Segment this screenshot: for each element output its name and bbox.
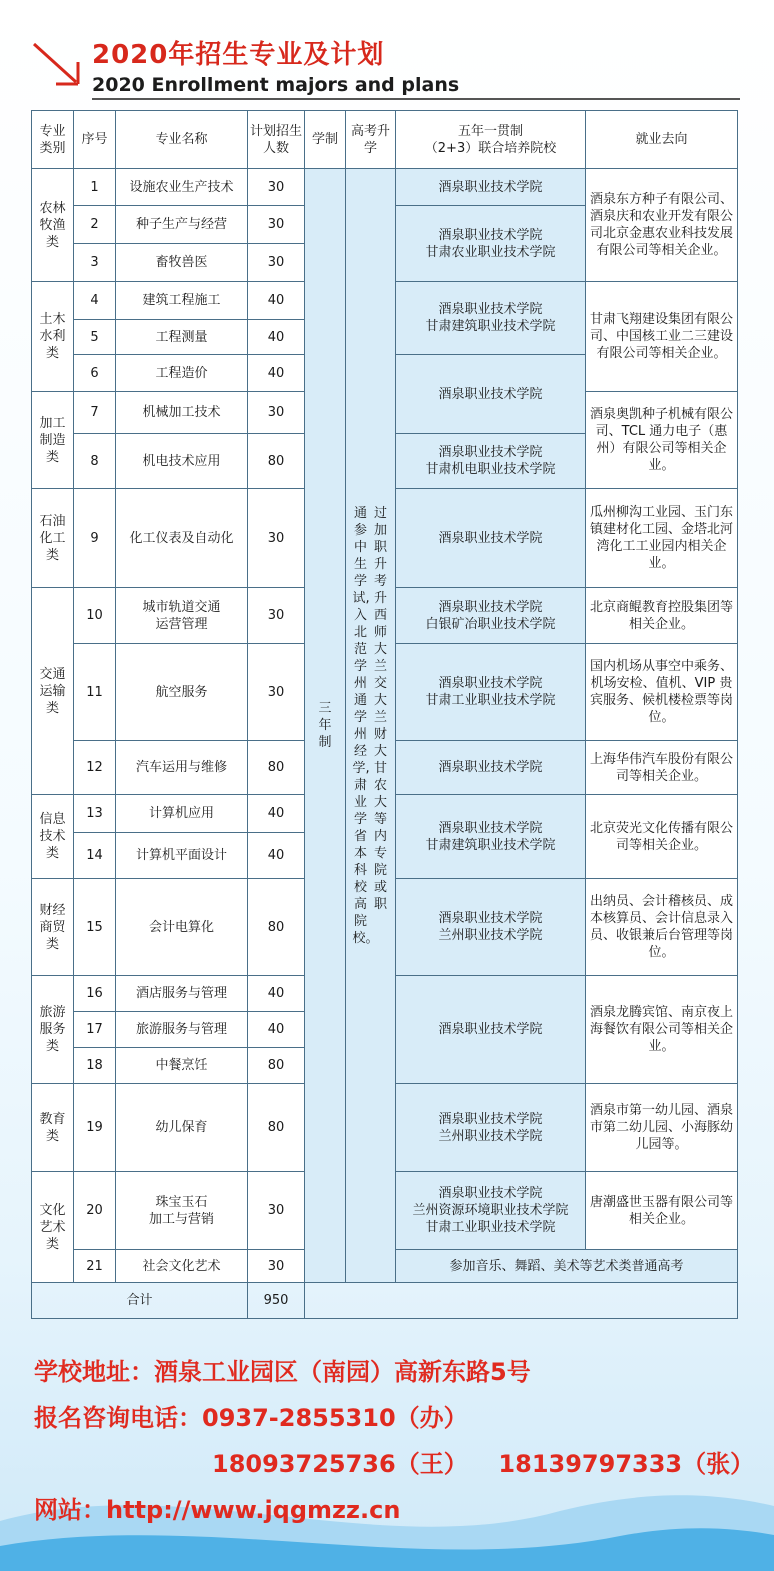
address-value: 酒泉工业园区（南园）高新东路5号 xyxy=(154,1358,531,1386)
jobs-cell: 出纳员、会计稽核员、成本核算员、会计信息录入员、收银兼后台管理等岗位。 xyxy=(586,879,738,976)
page-title: 2020年招生专业及计划 xyxy=(92,40,385,70)
quota-cell: 30 xyxy=(248,206,305,244)
category-cell: 文化艺术类 xyxy=(32,1172,74,1283)
major-line: 运营管理 xyxy=(155,616,208,632)
website-label: 网站： xyxy=(34,1496,106,1524)
quota-cell: 30 xyxy=(248,644,305,741)
seq-cell: 9 xyxy=(74,489,116,588)
school-cell: 酒泉职业技术学院 xyxy=(396,741,586,795)
school-cell xyxy=(396,588,586,644)
seq-cell: 1 xyxy=(74,169,116,206)
quota-cell: 40 xyxy=(248,976,305,1012)
phone-line xyxy=(34,1398,468,1433)
jobs-cell: 瓜州柳沟工业园、玉门东镇建材化工园、金塔北河湾化工工业园内相关企业。 xyxy=(586,489,738,588)
seq-cell: 11 xyxy=(74,644,116,741)
total-label: 合计 xyxy=(32,1283,248,1319)
gaokao-text-left: 通参中生学试,入北范学州通学州经学,肃业学省本科校高院校。 xyxy=(352,505,379,946)
category-cell: 加工制造类 xyxy=(32,392,74,489)
major-cell: 幼儿保育 xyxy=(116,1084,248,1172)
school-line: 酒泉职业技术学院 xyxy=(438,227,543,243)
major-line: 城市轨道交通 xyxy=(142,599,221,615)
major-cell: 社会文化艺术 xyxy=(116,1250,248,1283)
seq-cell: 19 xyxy=(74,1084,116,1172)
category-cell: 旅游服务类 xyxy=(32,976,74,1084)
major-cell: 会计电算化 xyxy=(116,879,248,976)
table-header-row xyxy=(32,111,738,169)
jobs-cell: 酒泉东方种子有限公司、酒泉庆和农业开发有限公司北京金惠农业科技发展有限公司等相关企业。 xyxy=(586,169,738,282)
page-subtitle: 2020 Enrollment majors and plans xyxy=(92,74,460,96)
major-line: 加工与营销 xyxy=(148,1211,214,1227)
jobs-cell: 北京荧光文化传播有限公司等相关企业。 xyxy=(586,795,738,879)
total-value: 950 xyxy=(248,1283,305,1319)
school-cell xyxy=(396,795,586,879)
quota-cell: 40 xyxy=(248,282,305,320)
header-five-year xyxy=(396,111,586,169)
category-cell: 农林牧渔类 xyxy=(32,169,74,282)
major-cell: 畜牧兽医 xyxy=(116,244,248,282)
seq-cell: 13 xyxy=(74,795,116,833)
school-cell xyxy=(396,879,586,976)
school-cell: 酒泉职业技术学院 xyxy=(396,355,586,434)
header-seq: 序号 xyxy=(74,111,116,169)
jobs-cell: 北京商鲲教育控股集团等相关企业。 xyxy=(586,588,738,644)
category-cell: 交通运输类 xyxy=(32,588,74,795)
phone-office: 0937-2855310（办） xyxy=(202,1404,468,1432)
row21-note: 参加音乐、舞蹈、美术等艺术类普通高考 xyxy=(396,1250,738,1283)
quota-cell: 30 xyxy=(248,1172,305,1250)
seq-cell: 5 xyxy=(74,320,116,355)
category-cell: 教育类 xyxy=(32,1084,74,1172)
major-cell: 航空服务 xyxy=(116,644,248,741)
quota-cell: 40 xyxy=(248,833,305,879)
major-cell: 建筑工程施工 xyxy=(116,282,248,320)
address-line xyxy=(34,1352,531,1387)
jobs-cell: 酒泉市第一幼儿园、酒泉市第二幼儿园、小海豚幼儿园等。 xyxy=(586,1084,738,1172)
school-line: 酒泉职业技术学院 xyxy=(438,911,543,926)
quota-cell: 30 xyxy=(248,588,305,644)
school-line: 甘肃机电职业技术学院 xyxy=(425,462,556,477)
quota-cell: 30 xyxy=(248,1250,305,1283)
school-cell xyxy=(396,434,586,489)
page-header xyxy=(0,0,774,110)
major-cell: 中餐烹饪 xyxy=(116,1048,248,1084)
seq-cell: 3 xyxy=(74,244,116,282)
category-cell: 信息技术类 xyxy=(32,795,74,879)
school-cell: 酒泉职业技术学院 xyxy=(396,169,586,206)
major-cell xyxy=(116,588,248,644)
school-line: 酒泉职业技术学院 xyxy=(438,599,543,615)
major-cell: 汽车运用与维修 xyxy=(116,741,248,795)
website-line xyxy=(34,1490,400,1525)
quota-cell: 30 xyxy=(248,392,305,434)
quota-cell: 40 xyxy=(248,1012,305,1048)
seq-cell: 21 xyxy=(74,1250,116,1283)
major-cell: 计算机应用 xyxy=(116,795,248,833)
seq-cell: 18 xyxy=(74,1048,116,1084)
seq-cell: 2 xyxy=(74,206,116,244)
seq-cell: 14 xyxy=(74,833,116,879)
major-cell: 机械加工技术 xyxy=(116,392,248,434)
quota-cell: 30 xyxy=(248,169,305,206)
major-cell: 旅游服务与管理 xyxy=(116,1012,248,1048)
school-line: 兰州职业技术学院 xyxy=(438,928,543,943)
major-cell: 工程造价 xyxy=(116,355,248,392)
school-line: 酒泉职业技术学院 xyxy=(438,820,543,836)
mobile-line xyxy=(212,1444,754,1479)
quota-cell: 80 xyxy=(248,741,305,795)
school-line: 酒泉职业技术学院 xyxy=(438,302,543,317)
major-cell: 种子生产与经营 xyxy=(116,206,248,244)
school-cell xyxy=(396,206,586,282)
header-five-year-l2: （2+3）联合培养院校 xyxy=(424,140,557,156)
quota-cell: 80 xyxy=(248,879,305,976)
website-link[interactable]: http://www.jqgmzz.cn xyxy=(106,1496,401,1524)
seq-cell: 17 xyxy=(74,1012,116,1048)
major-cell: 工程测量 xyxy=(116,320,248,355)
jobs-cell: 酒泉龙腾宾馆、南京夜上海餐饮有限公司等相关企业。 xyxy=(586,976,738,1084)
seq-cell: 15 xyxy=(74,879,116,976)
gaokao-text-right: 过加职升考升西师大兰交大兰财大甘农大等内专院或职 xyxy=(373,505,387,912)
major-cell: 设施农业生产技术 xyxy=(116,169,248,206)
quota-cell: 30 xyxy=(248,489,305,588)
gaokao-cell xyxy=(346,169,396,1283)
category-cell: 土木水利类 xyxy=(32,282,74,392)
school-cell xyxy=(396,1084,586,1172)
school-line: 兰州资源环境职业技术学院 xyxy=(412,1203,569,1218)
jobs-cell: 酒泉奥凯种子机械有限公司、TCL 通力电子（惠州）有限公司等相关企业。 xyxy=(586,392,738,489)
major-cell xyxy=(116,1172,248,1250)
total-row xyxy=(32,1283,738,1319)
school-line: 酒泉职业技术学院 xyxy=(438,445,543,460)
seq-cell: 4 xyxy=(74,282,116,320)
school-cell xyxy=(396,1172,586,1250)
school-line: 甘肃工业职业技术学院 xyxy=(425,1220,556,1235)
school-cell: 酒泉职业技术学院 xyxy=(396,489,586,588)
school-line: 酒泉职业技术学院 xyxy=(438,1186,543,1201)
header-employment: 就业去向 xyxy=(586,111,738,169)
title-divider xyxy=(92,98,740,100)
school-line: 白银矿冶职业技术学院 xyxy=(425,616,556,632)
category-cell: 财经商贸类 xyxy=(32,879,74,976)
quota-cell: 80 xyxy=(248,1048,305,1084)
duration-text: 三年制 xyxy=(318,701,332,750)
quota-cell: 40 xyxy=(248,355,305,392)
table-row xyxy=(32,169,738,206)
quota-cell: 80 xyxy=(248,1084,305,1172)
phone-zhang: 18139797333（张） xyxy=(498,1450,755,1478)
duration-cell xyxy=(305,169,346,1283)
seq-cell: 16 xyxy=(74,976,116,1012)
major-cell: 酒店服务与管理 xyxy=(116,976,248,1012)
school-line: 兰州职业技术学院 xyxy=(438,1128,543,1144)
school-line: 甘肃建筑职业技术学院 xyxy=(425,837,556,853)
category-cell: 石油化工类 xyxy=(32,489,74,588)
major-line: 珠宝玉石 xyxy=(155,1194,208,1210)
jobs-cell: 上海华伟汽车股份有限公司等相关企业。 xyxy=(586,741,738,795)
header-five-year-l1: 五年一贯制 xyxy=(457,123,523,139)
total-empty-cell xyxy=(305,1283,738,1319)
major-cell: 化工仪表及自动化 xyxy=(116,489,248,588)
seq-cell: 6 xyxy=(74,355,116,392)
major-cell: 机电技术应用 xyxy=(116,434,248,489)
school-cell: 酒泉职业技术学院 xyxy=(396,976,586,1084)
header-quota: 计划招生人数 xyxy=(248,111,305,169)
school-line: 酒泉职业技术学院 xyxy=(438,676,543,691)
seq-cell: 12 xyxy=(74,741,116,795)
jobs-cell: 甘肃飞翔建设集团有限公司、中国核工业二三建设有限公司等相关企业。 xyxy=(586,282,738,392)
jobs-cell: 国内机场从事空中乘务、机场安检、值机、VIP 贵宾服务、候机楼检票等岗位。 xyxy=(586,644,738,741)
header-duration: 学制 xyxy=(305,111,346,169)
school-line: 酒泉职业技术学院 xyxy=(438,1111,543,1127)
enrollment-table xyxy=(31,110,738,1319)
seq-cell: 8 xyxy=(74,434,116,489)
seq-cell: 7 xyxy=(74,392,116,434)
address-label: 学校地址： xyxy=(34,1358,154,1386)
seq-cell: 20 xyxy=(74,1172,116,1250)
major-cell: 计算机平面设计 xyxy=(116,833,248,879)
header-major: 专业名称 xyxy=(116,111,248,169)
quota-cell: 40 xyxy=(248,320,305,355)
phone-wang: 18093725736（王） xyxy=(212,1450,468,1478)
quota-cell: 40 xyxy=(248,795,305,833)
school-cell xyxy=(396,644,586,741)
school-line: 甘肃建筑职业技术学院 xyxy=(425,319,556,334)
seq-cell: 10 xyxy=(74,588,116,644)
header-category: 专业类别 xyxy=(32,111,74,169)
school-line: 甘肃工业职业技术学院 xyxy=(425,693,556,708)
phone-label: 报名咨询电话： xyxy=(34,1404,202,1432)
jobs-cell: 唐潮盛世玉器有限公司等相关企业。 xyxy=(586,1172,738,1250)
quota-cell: 80 xyxy=(248,434,305,489)
school-line: 甘肃农业职业技术学院 xyxy=(425,244,556,260)
arrow-icon xyxy=(30,40,86,90)
quota-cell: 30 xyxy=(248,244,305,282)
school-cell xyxy=(396,282,586,355)
header-gaokao: 高考升学 xyxy=(346,111,396,169)
